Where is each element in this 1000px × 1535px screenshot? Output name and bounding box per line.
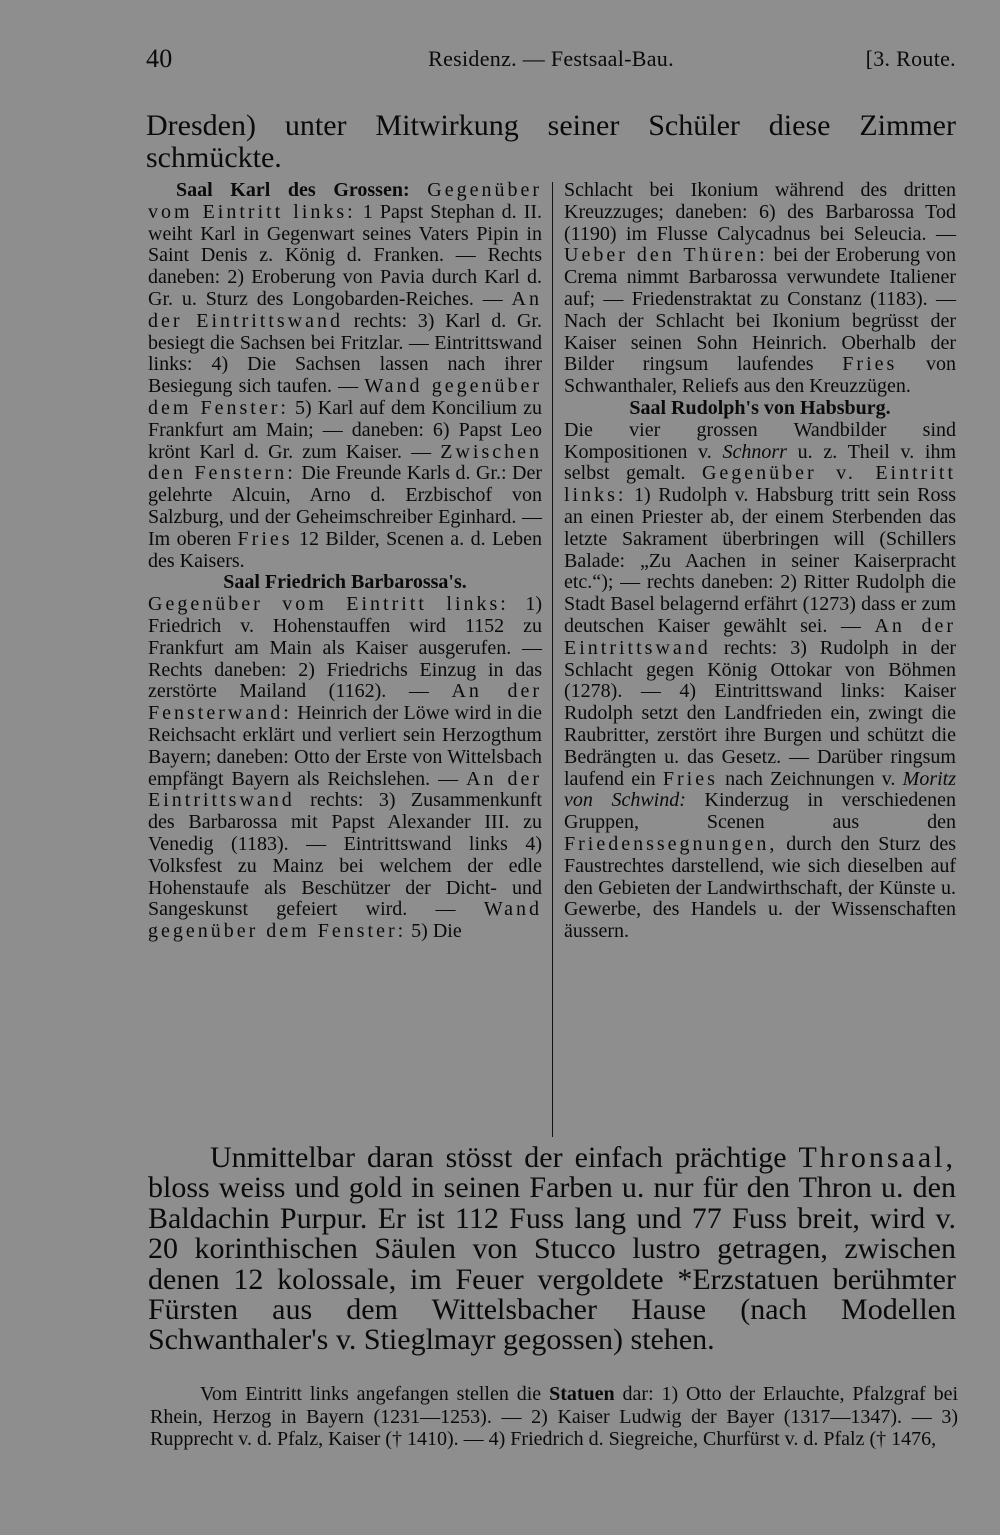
spaced-text: An der Fensterwand: [148,680,543,725]
spaced-text: Thronsaal, [798,1141,956,1174]
spaced-text: Wand gegenüber dem Fenster: [148,375,543,419]
body-text: rechts: 3) Karl d. Gr. besiegt die Sachsen bei Fritzlar. — Eintrittswand links: 4) Die Sachsen lassen nach ihrer Besiegung sich taufen. — [148,309,542,398]
spaced-text: An der Eintrittswand [148,767,543,812]
body-text: Unmittelbar daran stösst der einfach prächtige [210,1141,787,1174]
body-text: 12 Bilder, Scenen a. d. Leben des Kaisers. [148,527,543,572]
section-heading: Saal Rudolph's von Habsburg. [629,396,891,419]
body-text: u. z. Theil v. ihm selbst gemalt. [564,440,957,485]
spaced-text: Zwischen den Fenstern: [148,440,543,485]
spaced-text: Ueber den Thüren: [564,244,768,267]
body-text: durch den Sturz des Faustrechtes darstellend, wie sich dieselben auf den Gebieten der Landwirthschaft, der Künste u. Gewerbe, des Handels u. der Wissenschaften äussern. [564,832,957,943]
section-karl-des-grossen [148,180,542,572]
right-column [564,180,956,943]
body-text: Die Freunde Karls d. Gr.: Der gelehrte Alcuin, Arno d. Erzbischof von Salzburg, und der Geheimschreiber Eginhard. — Im oberen [148,462,543,550]
spaced-text: An der Eintrittswand [564,614,957,659]
section-heading: Saal Friedrich Barbarossa's. [223,571,467,594]
spaced-text: Gegenüber vom Eintritt links: [148,593,509,616]
body-text: rechts: 3) Zusammenkunft des Barbarossa mit Papst Alexander III. zu Venedig (1183). — Eintrittswand links 4) Volksfest zu Mainz bei welchem der edle Hohenstaufe als Beschützer der Dicht- und Sangeskunst gefeiert wird. — [148,789,542,921]
body-text: dar: 1) Otto der Erlauchte, Pfalzgraf bei Rhein, Herzog in Bayern (1231—1253). — 2) Kaiser Ludwig der Bayer (1317—1347). — 3) Rupprecht v. d. Pfalz, Kaiser († 1410). — 4) Friedrich d. Siegreiche, Churfürst v. d. Pfalz († 1476, [150,1383,959,1451]
left-column [148,180,542,943]
route-label: [3. Route. [865,46,956,71]
spaced-text: Gegenüber v. Eintritt links: [564,462,957,507]
page-number: 40 [146,44,173,73]
section-rudolph [564,420,956,943]
italic-text: Schnorr [722,440,787,463]
spaced-text: An der Eintrittswand [148,287,542,332]
thronsaal-paragraph [148,1143,956,1356]
body-text: Die vier grossen Wandbilder sind Kompositionen v. [564,418,956,463]
spaced-text: Fries [237,527,293,550]
italic-text: Moritz von Schwind: [564,767,957,812]
body-text: 1) Rudolph v. Habsburg tritt sein Ross an einen Priester ab, der einem Sterbenden das letzte Sakrament überbringen will (Schillers Balade: „Zu Aachen in seiner Kaiserpracht etc.“); — rechts daneben: 2) Ritter Rudolph die Stadt Basel belagernd erfährt (1273) dass er zum deutschen Kaiser gewählt sei. — [564,484,957,637]
body-text: nach Zeichnungen v. [725,767,896,790]
body-text: Vom Eintritt links angefangen stellen die [200,1383,542,1405]
section-barbarossa-continued [564,180,956,398]
body-text: bloss weiss und gold in seinen Farben u. nur für den Thron u. den Baldachin Purpur. Er ist 112 Fuss lang und 77 Fuss breit, wird v. 20 korinthischen Säulen von Stucco lustro getragen, zwischen denen 12 kolossale, im Feuer vergoldete *Erzstatuen berühmter Fürsten aus dem Wittelsbacher Hause (nach Modellen Schwanthaler's v. Stieglmayr gegossen) stehen. [148,1171,956,1357]
column-divider [552,182,553,1137]
page-header [146,44,956,74]
body-text: Heinrich der Löwe wird in die Reichsacht erklärt und verliert sein Herzogthum Bayern; daneben: Otto der Erste von Wittelsbach empfängt Bayern als Reichslehen. — [148,702,542,790]
spaced-text: Wand gegenüber dem Fenster: [148,898,542,943]
body-text: 5) Karl auf dem Koncilium zu Frankfurt am Main; — daneben: 6) Papst Leo krönt Karl d. Gr. zum Kaiser. — [148,396,543,463]
spaced-text: Gegenüber vom Eintritt links: [148,179,542,223]
body-text: Schlacht bei Ikonium während des dritten Kreuzzuges; daneben: 6) des Barbarossa Tod (1190) im Flusse Calycadnus bei Seleucia. — [564,179,956,245]
body-text: Kinderzug in verschiedenen Gruppen, Scenen aus den [564,789,957,834]
running-title: Residenz. — Festsaal-Bau. [428,46,674,71]
lead-text: Dresden) unter Mitwirkung seiner Schüler diese Zimmer schmückte. [146,109,956,174]
body-text: rechts: 3) Rudolph in der Schlacht gegen König Ottokar von Böhmen (1278). — 4) Eintrittswand links: Kaiser Rudolph setzt den Landfrieden ein, zwingt die Raubritter, zerstört ihre Burgen und schützt die Bedrängten u. das Gesetz. — Darüber ringsum laufend ein [564,636,957,790]
body-text: 1) Friedrich v. Hohenstauffen wird 1152 zu Frankfurt am Main als Kaiser ausgerufen. — Rechts daneben: 2) Friedrichs Einzug in das zerstörte Mailand (1162). — [148,593,543,703]
body-text: von Schwanthaler, Reliefs aus den Kreuzzügen. [564,353,956,398]
statuen-paragraph [150,1383,958,1451]
spaced-text: Friedenssegnungen, [564,832,778,855]
spaced-text: Fries [662,767,718,790]
spaced-text: Fries [842,353,898,376]
section-heading: Saal Karl des Grossen: [176,179,410,201]
bold-text: Statuen [549,1383,615,1405]
body-text: 5) Die [411,920,462,943]
section-barbarossa [148,594,542,943]
body-text: 1 Papst Stephan d. II. weiht Karl in Gegenwart seines Vaters Pipin in Saint Denis z. König d. Franken. — Rechts daneben: 2) Eroberung von Pavia durch Karl d. Gr. u. Sturz des Longobarden-Reiches. — [148,200,543,310]
body-text: bei der Eroberung von Crema nimmt Barbarossa verwundete Italiener auf; — Friedenstraktat zu Constanz (1183). — Nach der Schlacht bei Ikonium begrüsst der Kaiser seinen Sohn Heinrich. Oberhalb der Bilder ringsum laufendes [564,244,957,376]
